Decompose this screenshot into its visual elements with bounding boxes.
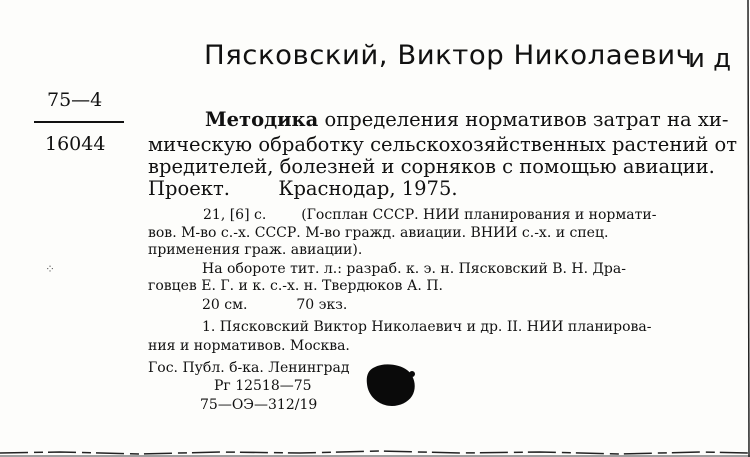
title-project: Проект. bbox=[148, 177, 230, 200]
handwritten-note: и д bbox=[688, 44, 732, 74]
desc-line-4: На обороте тит. л.: разраб. к. э. н. Пясковский В. Н. Дра- bbox=[202, 261, 626, 277]
size: 20 см. bbox=[202, 297, 248, 313]
desc-line-3: применения граж. авиации). bbox=[148, 242, 363, 258]
library-line: Гос. Публ. б-ка. Ленинград bbox=[148, 360, 350, 376]
title-imprint: Краснодар, 1975. bbox=[278, 177, 458, 200]
call-number-divider bbox=[34, 121, 124, 123]
card-right-edge bbox=[738, 0, 750, 457]
paper-speck: ⁘ bbox=[45, 262, 56, 276]
title-line-1 bbox=[205, 108, 750, 131]
desc-line-5: говцев Е. Г. и к. с.-х. н. Твердюков А. П. bbox=[148, 278, 443, 294]
title-line-2: мическую обработку сельскохозяйственных растений от bbox=[148, 133, 738, 156]
tracing-line-1: 1. Пясковский Виктор Николаевич и др. II. НИИ планирова- bbox=[202, 319, 652, 335]
title-bold-word: Методика bbox=[205, 108, 319, 131]
card-bottom-edge bbox=[0, 440, 750, 457]
ink-blot bbox=[365, 362, 417, 408]
series-note: (Госплан СССР. НИИ планирования и нормати- bbox=[301, 207, 657, 223]
desc-line-2: вов. М-во с.-х. СССР. М-во гражд. авиации. ВНИИ с.-х. и спец. bbox=[148, 225, 609, 241]
title-line-3: вредителей, болезней и сорняков с помощью авиации. bbox=[148, 155, 715, 178]
physical-description bbox=[202, 297, 347, 313]
tracing-line-2: ния и нормативов. Москва. bbox=[148, 338, 350, 354]
title-line-1-text: определения нормативов затрат на хи- bbox=[324, 108, 729, 131]
catalog-number: 75—ОЭ—312/19 bbox=[200, 397, 318, 413]
handwritten-author-heading: Пясковский, Виктор Николаевич bbox=[204, 40, 693, 71]
record-number: Рг 12518—75 bbox=[214, 378, 312, 394]
desc-line-1 bbox=[203, 207, 656, 223]
call-number-bottom: 16044 bbox=[45, 133, 106, 155]
copies: 70 экз. bbox=[296, 297, 348, 313]
call-number-top: 75—4 bbox=[47, 89, 103, 111]
pagination: 21, [6] с. bbox=[203, 207, 267, 223]
title-line-4 bbox=[148, 177, 458, 200]
